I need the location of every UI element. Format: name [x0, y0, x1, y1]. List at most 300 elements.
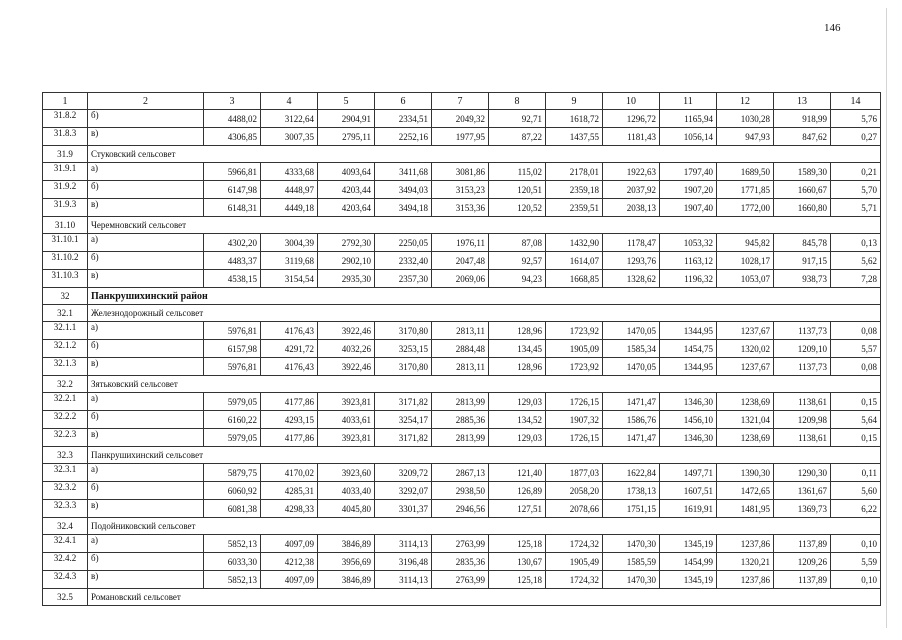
value-cell: 3153,36	[432, 199, 489, 217]
row-code: 31.8.2	[43, 110, 88, 128]
table-row	[43, 500, 881, 518]
column-header: 2	[88, 93, 204, 110]
value-cell: 1346,30	[660, 393, 717, 411]
value-cell: 4093,64	[318, 163, 375, 181]
row-code: 31.9.2	[43, 181, 88, 199]
row-code: 32.3.2	[43, 482, 88, 500]
value-cell: 1137,89	[774, 535, 831, 553]
value-cell: 4293,15	[261, 411, 318, 429]
value-cell: 120,52	[489, 199, 546, 217]
value-cell: 1196,32	[660, 270, 717, 288]
value-cell: 87,22	[489, 128, 546, 146]
value-cell: 4203,44	[318, 181, 375, 199]
value-cell: 5852,13	[204, 571, 261, 589]
value-cell: 1751,15	[603, 500, 660, 518]
table-row	[43, 340, 881, 358]
table-row	[43, 482, 881, 500]
value-cell: 0,13	[831, 234, 881, 252]
row-label: в)	[88, 270, 204, 288]
value-cell: 4176,43	[261, 322, 318, 340]
value-cell: 1456,10	[660, 411, 717, 429]
column-header: 1	[43, 93, 88, 110]
value-cell: 1723,92	[546, 322, 603, 340]
column-header: 10	[603, 93, 660, 110]
row-code: 32.1.3	[43, 358, 88, 376]
row-code: 31.10	[43, 217, 88, 234]
row-code: 32.1	[43, 305, 88, 322]
value-cell: 4033,40	[318, 482, 375, 500]
table-row	[43, 181, 881, 199]
value-cell: 1589,30	[774, 163, 831, 181]
value-cell: 1907,40	[660, 199, 717, 217]
value-cell: 4448,97	[261, 181, 318, 199]
value-cell: 1320,02	[717, 340, 774, 358]
value-cell: 1668,85	[546, 270, 603, 288]
value-cell: 0,15	[831, 393, 881, 411]
value-cell: 128,96	[489, 358, 546, 376]
value-cell: 1437,55	[546, 128, 603, 146]
value-cell: 4302,20	[204, 234, 261, 252]
value-cell: 1771,85	[717, 181, 774, 199]
value-cell: 0,27	[831, 128, 881, 146]
value-cell: 4170,02	[261, 464, 318, 482]
table-row	[43, 128, 881, 146]
row-code: 31.10.3	[43, 270, 88, 288]
value-cell: 2813,11	[432, 322, 489, 340]
column-header: 12	[717, 93, 774, 110]
value-cell: 4097,09	[261, 571, 318, 589]
tariff-table	[42, 92, 881, 606]
value-cell: 1237,67	[717, 358, 774, 376]
value-cell: 1618,72	[546, 110, 603, 128]
value-cell: 125,18	[489, 535, 546, 553]
value-cell: 1432,90	[546, 234, 603, 252]
value-cell: 1178,47	[603, 234, 660, 252]
value-cell: 1138,61	[774, 429, 831, 447]
table-row	[43, 110, 881, 128]
value-cell: 6148,31	[204, 199, 261, 217]
table-row	[43, 252, 881, 270]
row-code: 32.2.1	[43, 393, 88, 411]
row-code: 32.3.1	[43, 464, 88, 482]
row-code: 32.3	[43, 447, 88, 464]
value-cell: 1345,19	[660, 535, 717, 553]
value-cell: 1344,95	[660, 358, 717, 376]
column-header: 6	[375, 93, 432, 110]
value-cell: 1905,49	[546, 553, 603, 571]
value-cell: 3122,64	[261, 110, 318, 128]
value-cell: 1877,03	[546, 464, 603, 482]
row-label: в)	[88, 199, 204, 217]
value-cell: 1290,30	[774, 464, 831, 482]
value-cell: 1470,05	[603, 322, 660, 340]
value-cell: 2813,11	[432, 358, 489, 376]
value-cell: 4333,68	[261, 163, 318, 181]
section-row	[43, 589, 881, 606]
value-cell: 1181,43	[603, 128, 660, 146]
row-code: 32.4.3	[43, 571, 88, 589]
value-cell: 92,57	[489, 252, 546, 270]
value-cell: 4177,86	[261, 429, 318, 447]
value-cell: 92,71	[489, 110, 546, 128]
row-code: 31.10.2	[43, 252, 88, 270]
value-cell: 5976,81	[204, 322, 261, 340]
row-code: 32.3.3	[43, 500, 88, 518]
value-cell: 2835,36	[432, 553, 489, 571]
value-cell: 4538,15	[204, 270, 261, 288]
value-cell: 3081,86	[432, 163, 489, 181]
value-cell: 2935,30	[318, 270, 375, 288]
value-cell: 2359,51	[546, 199, 603, 217]
section-title: Черемновский сельсовет	[88, 217, 881, 234]
value-cell: 6160,22	[204, 411, 261, 429]
value-cell: 1497,71	[660, 464, 717, 482]
value-cell: 1137,73	[774, 322, 831, 340]
value-cell: 1797,40	[660, 163, 717, 181]
value-cell: 938,73	[774, 270, 831, 288]
value-cell: 3923,81	[318, 429, 375, 447]
row-code: 32.2	[43, 376, 88, 393]
value-cell: 5,71	[831, 199, 881, 217]
table-row	[43, 553, 881, 571]
table-header-row	[43, 93, 881, 110]
value-cell: 1922,63	[603, 163, 660, 181]
row-code: 32	[43, 288, 88, 305]
value-cell: 1237,86	[717, 571, 774, 589]
value-cell: 0,10	[831, 571, 881, 589]
value-cell: 6060,92	[204, 482, 261, 500]
column-header: 4	[261, 93, 318, 110]
value-cell: 3923,60	[318, 464, 375, 482]
value-cell: 3254,17	[375, 411, 432, 429]
value-cell: 2938,50	[432, 482, 489, 500]
value-cell: 1296,72	[603, 110, 660, 128]
row-label: а)	[88, 535, 204, 553]
row-label: б)	[88, 181, 204, 199]
value-cell: 2250,05	[375, 234, 432, 252]
value-cell: 1585,34	[603, 340, 660, 358]
value-cell: 1454,75	[660, 340, 717, 358]
value-cell: 2867,13	[432, 464, 489, 482]
row-label: б)	[88, 411, 204, 429]
value-cell: 917,15	[774, 252, 831, 270]
value-cell: 3153,23	[432, 181, 489, 199]
value-cell: 1344,95	[660, 322, 717, 340]
value-cell: 1471,47	[603, 429, 660, 447]
value-cell: 125,18	[489, 571, 546, 589]
value-cell: 130,67	[489, 553, 546, 571]
value-cell: 0,11	[831, 464, 881, 482]
value-cell: 129,03	[489, 429, 546, 447]
value-cell: 1471,47	[603, 393, 660, 411]
value-cell: 1237,86	[717, 535, 774, 553]
value-cell: 6081,38	[204, 500, 261, 518]
value-cell: 129,03	[489, 393, 546, 411]
value-cell: 3004,39	[261, 234, 318, 252]
value-cell: 4045,80	[318, 500, 375, 518]
table-row	[43, 199, 881, 217]
value-cell: 1137,89	[774, 571, 831, 589]
value-cell: 3253,15	[375, 340, 432, 358]
row-code: 31.9.1	[43, 163, 88, 181]
value-cell: 1165,94	[660, 110, 717, 128]
column-header: 11	[660, 93, 717, 110]
value-cell: 1622,84	[603, 464, 660, 482]
value-cell: 1328,62	[603, 270, 660, 288]
value-cell: 2037,92	[603, 181, 660, 199]
value-cell: 1738,13	[603, 482, 660, 500]
value-cell: 1030,28	[717, 110, 774, 128]
value-cell: 2058,20	[546, 482, 603, 500]
row-code: 32.4	[43, 518, 88, 535]
table-row	[43, 393, 881, 411]
value-cell: 1976,11	[432, 234, 489, 252]
row-label: б)	[88, 110, 204, 128]
value-cell: 4176,43	[261, 358, 318, 376]
value-cell: 1454,99	[660, 553, 717, 571]
value-cell: 2038,13	[603, 199, 660, 217]
table-row	[43, 270, 881, 288]
value-cell: 0,08	[831, 358, 881, 376]
value-cell: 1321,04	[717, 411, 774, 429]
value-cell: 1209,98	[774, 411, 831, 429]
value-cell: 0,10	[831, 535, 881, 553]
row-code: 31.10.1	[43, 234, 88, 252]
value-cell: 5966,81	[204, 163, 261, 181]
value-cell: 3196,48	[375, 553, 432, 571]
value-cell: 2357,30	[375, 270, 432, 288]
row-label: а)	[88, 163, 204, 181]
row-code: 31.8.3	[43, 128, 88, 146]
value-cell: 2792,30	[318, 234, 375, 252]
row-code: 32.2.2	[43, 411, 88, 429]
section-row	[43, 518, 881, 535]
row-code: 32.4.2	[43, 553, 88, 571]
value-cell: 1907,20	[660, 181, 717, 199]
value-cell: 3301,37	[375, 500, 432, 518]
value-cell: 1977,95	[432, 128, 489, 146]
row-label: б)	[88, 340, 204, 358]
row-code: 32.1.1	[43, 322, 88, 340]
section-title: Подойниковский сельсовет	[88, 518, 881, 535]
value-cell: 1470,30	[603, 535, 660, 553]
value-cell: 4298,33	[261, 500, 318, 518]
value-cell: 6157,98	[204, 340, 261, 358]
value-cell: 4483,37	[204, 252, 261, 270]
column-header: 13	[774, 93, 831, 110]
value-cell: 128,96	[489, 322, 546, 340]
column-header: 14	[831, 93, 881, 110]
value-cell: 3956,69	[318, 553, 375, 571]
value-cell: 1053,32	[660, 234, 717, 252]
value-cell: 1163,12	[660, 252, 717, 270]
value-cell: 121,40	[489, 464, 546, 482]
value-cell: 845,78	[774, 234, 831, 252]
value-cell: 1586,76	[603, 411, 660, 429]
value-cell: 5,76	[831, 110, 881, 128]
section-title: Зятьковский сельсовет	[88, 376, 881, 393]
value-cell: 3292,07	[375, 482, 432, 500]
value-cell: 1138,61	[774, 393, 831, 411]
value-cell: 1481,95	[717, 500, 774, 518]
value-cell: 6033,30	[204, 553, 261, 571]
value-cell: 1053,07	[717, 270, 774, 288]
row-label: в)	[88, 429, 204, 447]
table-row	[43, 322, 881, 340]
value-cell: 4488,02	[204, 110, 261, 128]
page-number: 146	[824, 22, 841, 34]
value-cell: 5852,13	[204, 535, 261, 553]
value-cell: 847,62	[774, 128, 831, 146]
row-code: 32.1.2	[43, 340, 88, 358]
value-cell: 1320,21	[717, 553, 774, 571]
value-cell: 134,52	[489, 411, 546, 429]
value-cell: 947,93	[717, 128, 774, 146]
value-cell: 5976,81	[204, 358, 261, 376]
value-cell: 1209,26	[774, 553, 831, 571]
row-label: а)	[88, 464, 204, 482]
value-cell: 3119,68	[261, 252, 318, 270]
value-cell: 1772,00	[717, 199, 774, 217]
value-cell: 1660,80	[774, 199, 831, 217]
value-cell: 2885,36	[432, 411, 489, 429]
value-cell: 1028,17	[717, 252, 774, 270]
value-cell: 1726,15	[546, 429, 603, 447]
value-cell: 134,45	[489, 340, 546, 358]
row-label: б)	[88, 252, 204, 270]
value-cell: 3171,82	[375, 429, 432, 447]
row-label: в)	[88, 128, 204, 146]
value-cell: 2763,99	[432, 571, 489, 589]
section-row	[43, 146, 881, 163]
row-code: 31.9.3	[43, 199, 88, 217]
value-cell: 1724,32	[546, 571, 603, 589]
section-title: Стуковский сельсовет	[88, 146, 881, 163]
section-title: Панкрушихинский сельсовет	[88, 447, 881, 464]
value-cell: 4097,09	[261, 535, 318, 553]
value-cell: 3114,13	[375, 571, 432, 589]
column-header: 9	[546, 93, 603, 110]
value-cell: 1238,69	[717, 429, 774, 447]
value-cell: 2813,99	[432, 429, 489, 447]
value-cell: 3494,03	[375, 181, 432, 199]
table-row	[43, 464, 881, 482]
value-cell: 1907,32	[546, 411, 603, 429]
value-cell: 2946,56	[432, 500, 489, 518]
value-cell: 3154,54	[261, 270, 318, 288]
table-row	[43, 429, 881, 447]
value-cell: 1905,09	[546, 340, 603, 358]
value-cell: 127,51	[489, 500, 546, 518]
value-cell: 1293,76	[603, 252, 660, 270]
value-cell: 5979,05	[204, 429, 261, 447]
section-row	[43, 217, 881, 234]
value-cell: 1660,67	[774, 181, 831, 199]
value-cell: 115,02	[489, 163, 546, 181]
value-cell: 126,89	[489, 482, 546, 500]
column-header: 7	[432, 93, 489, 110]
column-header: 5	[318, 93, 375, 110]
value-cell: 1470,05	[603, 358, 660, 376]
value-cell: 3923,81	[318, 393, 375, 411]
value-cell: 2884,48	[432, 340, 489, 358]
section-row	[43, 288, 881, 305]
value-cell: 7,28	[831, 270, 881, 288]
value-cell: 1723,92	[546, 358, 603, 376]
value-cell: 1237,67	[717, 322, 774, 340]
table-row	[43, 234, 881, 252]
value-cell: 1056,14	[660, 128, 717, 146]
page-edge-line	[886, 8, 887, 628]
value-cell: 1472,65	[717, 482, 774, 500]
value-cell: 3922,46	[318, 322, 375, 340]
value-cell: 0,08	[831, 322, 881, 340]
row-label: а)	[88, 393, 204, 411]
value-cell: 1585,59	[603, 553, 660, 571]
row-code: 32.2.3	[43, 429, 88, 447]
value-cell: 2904,91	[318, 110, 375, 128]
value-cell: 4285,31	[261, 482, 318, 500]
value-cell: 4177,86	[261, 393, 318, 411]
value-cell: 5,59	[831, 553, 881, 571]
value-cell: 4212,38	[261, 553, 318, 571]
value-cell: 3411,68	[375, 163, 432, 181]
value-cell: 1209,10	[774, 340, 831, 358]
section-row	[43, 305, 881, 322]
section-title: Железнодорожный сельсовет	[88, 305, 881, 322]
value-cell: 1724,32	[546, 535, 603, 553]
value-cell: 1361,67	[774, 482, 831, 500]
value-cell: 6147,98	[204, 181, 261, 199]
value-cell: 4203,64	[318, 199, 375, 217]
value-cell: 120,51	[489, 181, 546, 199]
value-cell: 4033,61	[318, 411, 375, 429]
value-cell: 4449,18	[261, 199, 318, 217]
row-label: в)	[88, 500, 204, 518]
value-cell: 5979,05	[204, 393, 261, 411]
row-label: б)	[88, 482, 204, 500]
value-cell: 2047,48	[432, 252, 489, 270]
value-cell: 1689,50	[717, 163, 774, 181]
value-cell: 3846,89	[318, 535, 375, 553]
section-row	[43, 376, 881, 393]
value-cell: 5,57	[831, 340, 881, 358]
section-title: Панкрушихинский район	[88, 288, 881, 305]
column-header: 3	[204, 93, 261, 110]
value-cell: 2813,99	[432, 393, 489, 411]
value-cell: 5879,75	[204, 464, 261, 482]
value-cell: 2069,06	[432, 270, 489, 288]
table-row	[43, 358, 881, 376]
value-cell: 1369,73	[774, 500, 831, 518]
value-cell: 918,99	[774, 110, 831, 128]
section-row	[43, 447, 881, 464]
value-cell: 2334,51	[375, 110, 432, 128]
value-cell: 5,62	[831, 252, 881, 270]
table-row	[43, 163, 881, 181]
value-cell: 2049,32	[432, 110, 489, 128]
column-header: 8	[489, 93, 546, 110]
row-code: 31.9	[43, 146, 88, 163]
value-cell: 3171,82	[375, 393, 432, 411]
value-cell: 1607,51	[660, 482, 717, 500]
table-row	[43, 571, 881, 589]
value-cell: 5,64	[831, 411, 881, 429]
row-code: 32.5	[43, 589, 88, 606]
value-cell: 2763,99	[432, 535, 489, 553]
value-cell: 6,22	[831, 500, 881, 518]
value-cell: 1238,69	[717, 393, 774, 411]
